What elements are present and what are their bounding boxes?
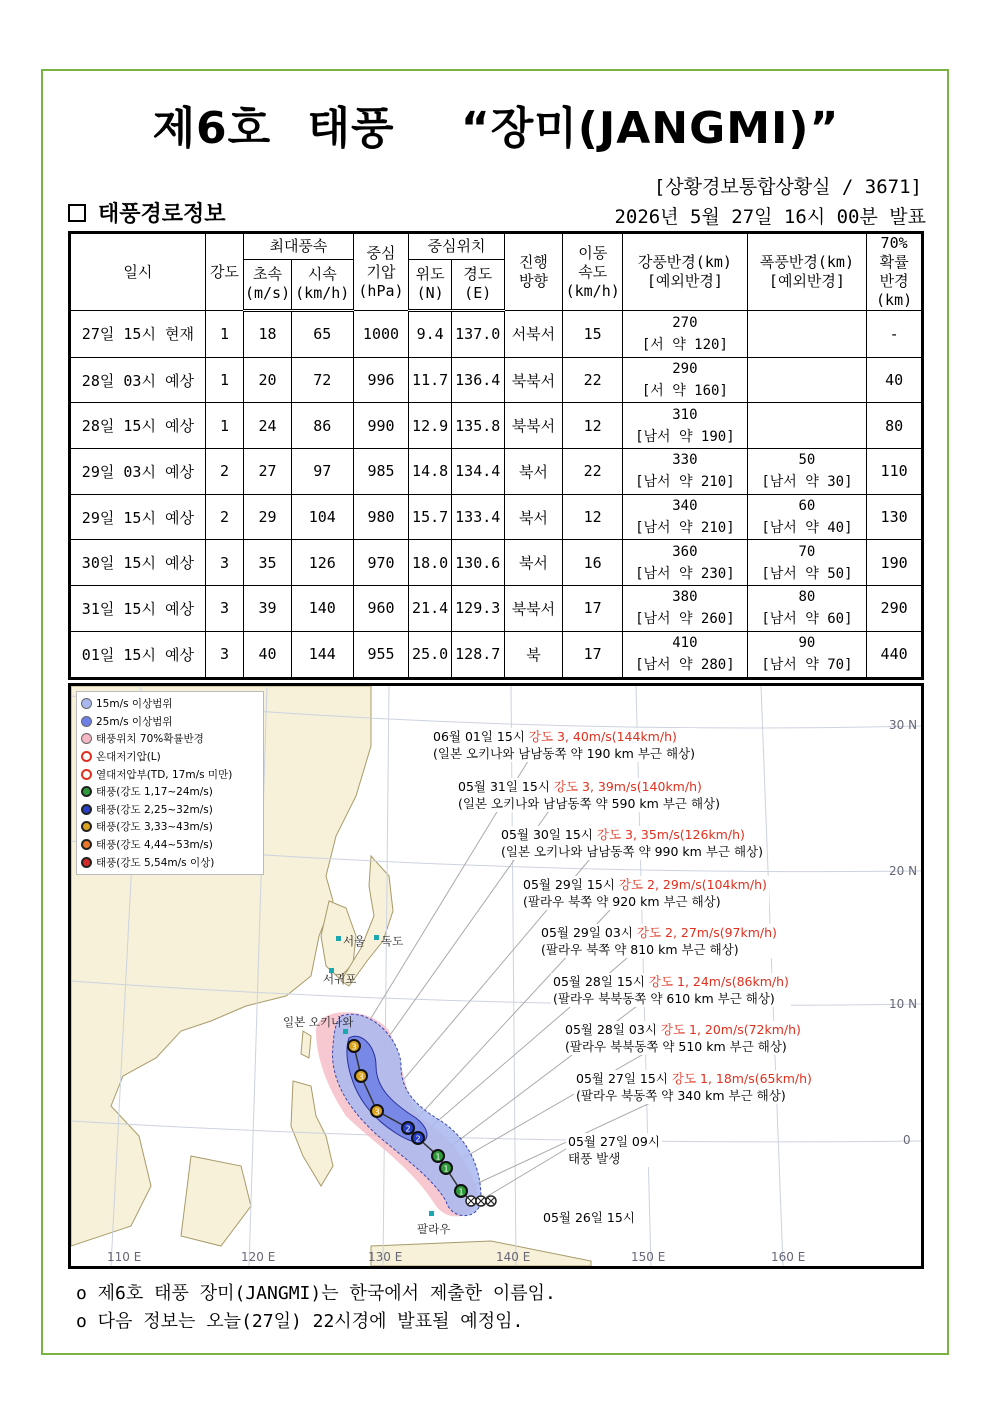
- circle-pink-icon: [81, 733, 92, 744]
- typhoon-name: “장미(JANGMI)”: [460, 103, 840, 154]
- cell-hpa: 980: [353, 494, 409, 540]
- cell-time: 29일 15시 예상: [70, 494, 206, 540]
- annotation-location: (팔라우 북북동쪽 약 510 km 부근 해상): [563, 1038, 803, 1055]
- lon-label-130: 130 E: [368, 1250, 403, 1264]
- cell-hpa: 985: [353, 449, 409, 495]
- typhoon-orange-icon: [81, 839, 92, 850]
- track-annotation: [456, 778, 722, 812]
- cell-lat: 25.0: [409, 631, 452, 678]
- storm-value: 90: [798, 635, 816, 652]
- cell-intensity: 3: [205, 540, 243, 586]
- cell-storm-radius: [747, 357, 867, 403]
- track-annotation: [521, 876, 769, 910]
- col-time: 일시: [70, 233, 206, 311]
- table-row: [70, 311, 923, 358]
- svg-text:1: 1: [435, 1152, 441, 1162]
- typhoon-marker-icon: [371, 1105, 383, 1117]
- col-storm-radius: 폭풍반경(km) [예외반경]: [747, 233, 867, 311]
- cell-kmh: 140: [291, 586, 353, 632]
- storm-exception: [남서 약 30]: [761, 474, 853, 491]
- cell-lat: 11.7: [409, 357, 452, 403]
- cell-dir: 북서: [504, 494, 563, 540]
- palau-marker: [429, 1211, 434, 1216]
- cell-gale-radius: [623, 540, 748, 586]
- annotation-time: 05월 28일 03시: [565, 1022, 661, 1037]
- cell-dir: 북북서: [504, 586, 563, 632]
- typhoon-green-icon: [81, 786, 92, 797]
- cell-speed: 17: [563, 631, 623, 678]
- label-dokdo: 독도: [381, 934, 404, 948]
- cell-lat: 15.7: [409, 494, 452, 540]
- cell-time: 28일 03시 예상: [70, 357, 206, 403]
- gale-exception: [남서 약 210]: [635, 520, 735, 537]
- col-speed: 이동 속도 (km/h): [563, 233, 623, 311]
- cell-hpa: 955: [353, 631, 409, 678]
- cell-kmh: 72: [291, 357, 353, 403]
- cell-storm-radius: [747, 540, 867, 586]
- gale-exception: [남서 약 260]: [635, 611, 735, 628]
- storm-exception: [748, 380, 867, 402]
- cell-speed: 22: [563, 357, 623, 403]
- cell-dir: 북: [504, 631, 563, 678]
- col-gale-radius: 강풍반경(km) [예외반경]: [623, 233, 748, 311]
- cell-intensity: 2: [205, 449, 243, 495]
- col-wind-ms: 초속 (m/s): [244, 259, 292, 310]
- formation-annotation: 05월 27일 09시 태풍 발생: [568, 1134, 660, 1166]
- cell-probability: 290: [867, 586, 923, 632]
- annotation-location: (팔라우 북쪽 약 920 km 부근 해상): [521, 893, 769, 910]
- typhoon-marker-icon: [412, 1132, 424, 1144]
- gale-exception: [남서 약 230]: [635, 565, 735, 582]
- taiwan-island: [301, 1031, 311, 1058]
- annotation-intensity: 강도 1, 18m/s(65km/h): [671, 1071, 812, 1086]
- cell-storm-radius: [747, 494, 867, 540]
- cell-ms: 40: [244, 631, 292, 678]
- cell-dir: 북서: [504, 540, 563, 586]
- cell-time: 27일 15시 현재: [70, 311, 206, 358]
- col-lon: 경도 (E): [451, 259, 504, 310]
- cell-ms: 35: [244, 540, 292, 586]
- annotation-location: (팔라우 북북동쪽 약 610 km 부근 해상): [551, 990, 791, 1007]
- cell-lon: 134.4: [451, 449, 504, 495]
- storm-exception: [남서 약 70]: [761, 657, 853, 674]
- table-row: [70, 631, 923, 678]
- lon-label-160: 160 E: [771, 1250, 806, 1264]
- col-pressure: 중심 기압 (hPa): [353, 233, 409, 311]
- cell-hpa: 970: [353, 540, 409, 586]
- col-probability: 70% 확률 반경 (km): [867, 233, 923, 311]
- legend-label: 15m/s 이상범위: [96, 698, 173, 711]
- cell-lon: 129.3: [451, 586, 504, 632]
- note-name-origin: o 제6호 태풍 장미(JANGMI)는 한국에서 제출한 이름임.: [76, 1283, 556, 1304]
- legend-item: [81, 695, 259, 713]
- forecast-table: [68, 231, 924, 680]
- table-row: [70, 403, 923, 449]
- annotation-location: (일본 오키나와 남남동쪽 약 990 km 부근 해상): [501, 844, 763, 859]
- lon-label-110: 110 E: [107, 1250, 142, 1264]
- col-lat: 위도 (N): [409, 259, 452, 310]
- gale-value: 290: [672, 361, 698, 378]
- annotation-location: (팔라우 북쪽 약 810 km 부근 해상): [539, 941, 779, 958]
- lon-label-120: 120 E: [241, 1250, 276, 1264]
- legend-item: [81, 765, 259, 783]
- track-annotation: [431, 728, 697, 762]
- storm-exception: [748, 334, 867, 356]
- cell-lat: 12.9: [409, 403, 452, 449]
- cell-ms: 39: [244, 586, 292, 632]
- dokdo-marker: [374, 935, 379, 940]
- typhoon-kind: 태풍: [307, 103, 395, 154]
- table-row: [70, 540, 923, 586]
- cell-storm-radius: [747, 449, 867, 495]
- annotation-intensity: 강도 1, 24m/s(86km/h): [648, 974, 789, 989]
- section-heading: [68, 197, 226, 228]
- col-direction: 진행 방향: [504, 233, 563, 311]
- cell-time: 29일 03시 예상: [70, 449, 206, 495]
- cell-probability: -: [867, 311, 923, 358]
- cell-lon: 135.8: [451, 403, 504, 449]
- col-max-wind: 최대풍속: [244, 233, 353, 260]
- track-map: [68, 683, 924, 1269]
- gale-exception: [남서 약 210]: [635, 474, 735, 491]
- gale-value: 340: [672, 498, 698, 515]
- lat-label-10: 10 N: [889, 997, 918, 1011]
- legend-item: [81, 801, 259, 819]
- seoul-marker: [336, 936, 341, 941]
- cell-hpa: 960: [353, 586, 409, 632]
- cell-lat: 18.0: [409, 540, 452, 586]
- table-header-row: [70, 233, 923, 260]
- cell-intensity: 1: [205, 403, 243, 449]
- legend-item: [81, 748, 259, 766]
- cell-hpa: 1000: [353, 311, 409, 358]
- annotation-location: (일본 오키나와 남남동쪽 약 190 km 부근 해상): [433, 746, 695, 761]
- svg-text:3: 3: [351, 1042, 357, 1052]
- col-intensity: 강도: [205, 233, 243, 311]
- legend-item: [81, 783, 259, 801]
- gale-value: 360: [672, 543, 698, 560]
- gale-value: 410: [672, 635, 698, 652]
- label-seogwipo: 서귀포: [323, 972, 357, 986]
- cell-kmh: 126: [291, 540, 353, 586]
- typhoon-yellow-icon: [81, 821, 92, 832]
- gale-value: 270: [672, 314, 698, 331]
- storm-value: 50: [798, 452, 816, 469]
- annotation-intensity: 강도 3, 40m/s(144km/h): [528, 729, 677, 744]
- storm-value: 70: [798, 543, 816, 560]
- legend-label: 태풍(강도 4,44~53m/s): [96, 839, 213, 852]
- track-annotation: [539, 924, 779, 958]
- cell-ms: 27: [244, 449, 292, 495]
- storm-exception: [남서 약 50]: [761, 565, 853, 582]
- tropical-depression-marker-icon: [476, 1196, 486, 1206]
- annotation-intensity: 강도 1, 20m/s(72km/h): [660, 1022, 801, 1037]
- cell-kmh: 144: [291, 631, 353, 678]
- track-annotation: [574, 1070, 814, 1104]
- circle-lightblue-icon: [81, 698, 92, 709]
- cell-time: 31일 15시 예상: [70, 586, 206, 632]
- cell-ms: 29: [244, 494, 292, 540]
- storm-value: 60: [798, 498, 816, 515]
- legend-label: 태풍(강도 3,33~43m/s): [96, 821, 213, 834]
- cell-gale-radius: [623, 449, 748, 495]
- cell-intensity: 1: [205, 357, 243, 403]
- cell-storm-radius: [747, 311, 867, 358]
- cell-gale-radius: [623, 357, 748, 403]
- circle-blue-icon: [81, 716, 92, 727]
- cell-lon: 137.0: [451, 311, 504, 358]
- svg-text:1: 1: [443, 1164, 449, 1174]
- cell-intensity: 1: [205, 311, 243, 358]
- lat-label-0: 0: [903, 1133, 911, 1147]
- typhoon-marker-icon: [402, 1122, 414, 1134]
- extratropical-low-icon: [81, 751, 92, 762]
- lon-label-140: 140 E: [496, 1250, 531, 1264]
- table-row: [70, 357, 923, 403]
- office-label: [상황경보통합상황실 / 3671]: [653, 176, 922, 198]
- annotation-time: 05월 29일 03시: [541, 925, 637, 940]
- cell-kmh: 104: [291, 494, 353, 540]
- typhoon-marker-icon: [355, 1070, 367, 1082]
- gale-exception: [남서 약 190]: [635, 428, 735, 445]
- legend-label: 열대저압부(TD, 17m/s 미만): [96, 768, 233, 781]
- cell-speed: 22: [563, 449, 623, 495]
- storm-value: [748, 358, 867, 380]
- legend-item: [81, 836, 259, 854]
- annotation-intensity: 강도 3, 39m/s(140km/h): [553, 779, 702, 794]
- storm-value: [748, 404, 867, 426]
- gale-exception: [남서 약 280]: [635, 657, 735, 674]
- section-title: 태풍경로정보: [98, 202, 226, 227]
- checkbox-icon: [68, 204, 86, 222]
- svg-text:2: 2: [405, 1124, 411, 1134]
- gale-value: 330: [672, 452, 698, 469]
- cell-storm-radius: [747, 586, 867, 632]
- legend-label: 태풍(강도 5,54m/s 이상): [96, 856, 215, 869]
- cell-dir: 북서: [504, 449, 563, 495]
- col-center: 중심위치: [409, 233, 504, 260]
- cell-speed: 15: [563, 311, 623, 358]
- start-annotation: 05월 26일 15시: [543, 1210, 635, 1225]
- cell-speed: 12: [563, 494, 623, 540]
- table-row: [70, 449, 923, 495]
- lat-label-30: 30 N: [889, 718, 918, 732]
- legend-label: 태풍위치 70%확률반경: [96, 733, 204, 746]
- typhoon-marker-icon: [432, 1150, 444, 1162]
- cell-intensity: 3: [205, 586, 243, 632]
- map-legend: [76, 691, 264, 875]
- cell-lon: 130.6: [451, 540, 504, 586]
- cell-gale-radius: [623, 494, 748, 540]
- legend-label: 태풍(강도 1,17~24m/s): [96, 786, 213, 799]
- gale-exception: [서 약 120]: [641, 336, 728, 353]
- svg-text:3: 3: [374, 1107, 380, 1117]
- typhoon-blue-icon: [81, 804, 92, 815]
- table-row: [70, 586, 923, 632]
- cell-dir: 북북서: [504, 357, 563, 403]
- label-okinawa: 일본 오키나와: [283, 1015, 354, 1029]
- typhoon-marker-icon: [348, 1040, 360, 1052]
- gale-value: 310: [672, 406, 698, 423]
- legend-item: [81, 853, 259, 871]
- cell-time: 28일 15시 예상: [70, 403, 206, 449]
- cell-lon: 136.4: [451, 357, 504, 403]
- table-row: [70, 494, 923, 540]
- cell-kmh: 97: [291, 449, 353, 495]
- svg-text:1: 1: [458, 1187, 464, 1197]
- cell-dir: 북북서: [504, 403, 563, 449]
- cell-hpa: 990: [353, 403, 409, 449]
- cell-probability: 80: [867, 403, 923, 449]
- cell-speed: 16: [563, 540, 623, 586]
- annotation-time: 06월 01일 15시: [433, 729, 529, 744]
- issued-time: 2026년 5월 27일 16시 00분 발표: [614, 206, 926, 228]
- annotation-intensity: 강도 2, 27m/s(97km/h): [636, 925, 777, 940]
- cell-intensity: 3: [205, 631, 243, 678]
- col-wind-kmh: 시속 (km/h): [291, 259, 353, 310]
- typhoon-red-icon: [81, 857, 92, 868]
- cell-ms: 24: [244, 403, 292, 449]
- cell-lon: 133.4: [451, 494, 504, 540]
- gale-exception: [서 약 160]: [641, 383, 728, 400]
- typhoon-number: 제6호: [152, 103, 272, 154]
- typhoon-marker-icon: [455, 1185, 467, 1197]
- svg-text:2: 2: [415, 1134, 421, 1144]
- track-annotation: [563, 1021, 803, 1055]
- cell-intensity: 2: [205, 494, 243, 540]
- cell-lat: 9.4: [409, 311, 452, 358]
- cell-storm-radius: [747, 403, 867, 449]
- cell-time: 01일 15시 예상: [70, 631, 206, 678]
- storm-value: [748, 312, 867, 334]
- cell-lat: 21.4: [409, 586, 452, 632]
- legend-item: [81, 818, 259, 836]
- annotation-time: 05월 30일 15시: [501, 827, 597, 842]
- cell-probability: 40: [867, 357, 923, 403]
- annotation-time: 05월 28일 15시: [553, 974, 649, 989]
- cell-gale-radius: [623, 631, 748, 678]
- cell-time: 30일 15시 예상: [70, 540, 206, 586]
- cell-gale-radius: [623, 311, 748, 358]
- storm-value: 80: [798, 589, 816, 606]
- annotation-time: 05월 31일 15시: [458, 779, 554, 794]
- cell-storm-radius: [747, 631, 867, 678]
- annotation-time: 05월 29일 15시: [523, 877, 619, 892]
- label-seoul: 서울: [343, 934, 366, 948]
- svg-text:3: 3: [358, 1072, 364, 1082]
- footnotes: [76, 1280, 556, 1336]
- cell-ms: 18: [244, 311, 292, 358]
- note-next-issue: o 다음 정보는 오늘(27일) 22시경에 발표될 예정임.: [76, 1311, 524, 1332]
- cell-gale-radius: [623, 403, 748, 449]
- lon-label-150: 150 E: [631, 1250, 666, 1264]
- annotation-intensity: 강도 3, 35m/s(126km/h): [596, 827, 745, 842]
- cell-lon: 128.7: [451, 631, 504, 678]
- cell-kmh: 65: [291, 311, 353, 358]
- track-annotation: [551, 973, 791, 1007]
- annotation-location: (팔라우 북동쪽 약 340 km 부근 해상): [574, 1087, 814, 1104]
- legend-label: 25m/s 이상범위: [96, 715, 173, 728]
- cell-gale-radius: [623, 586, 748, 632]
- cell-probability: 110: [867, 449, 923, 495]
- tropical-depression-marker-icon: [466, 1196, 476, 1206]
- legend-item: [81, 730, 259, 748]
- tropical-depression-icon: [81, 769, 92, 780]
- annotation-location: (일본 오키나와 남남동쪽 약 590 km 부근 해상): [458, 796, 720, 811]
- cell-speed: 12: [563, 403, 623, 449]
- label-palau: 팔라우: [417, 1222, 451, 1236]
- legend-label: 태풍(강도 2,25~32m/s): [96, 803, 213, 816]
- annotation-intensity: 강도 2, 29m/s(104km/h): [618, 877, 767, 892]
- tropical-depression-marker-icon: [486, 1196, 496, 1206]
- cell-hpa: 996: [353, 357, 409, 403]
- legend-item: [81, 713, 259, 731]
- storm-exception: [748, 426, 867, 448]
- gale-value: 380: [672, 589, 698, 606]
- storm-exception: [남서 약 40]: [761, 520, 853, 537]
- cell-probability: 130: [867, 494, 923, 540]
- lat-label-20: 20 N: [889, 864, 918, 878]
- cell-kmh: 86: [291, 403, 353, 449]
- cell-speed: 17: [563, 586, 623, 632]
- cell-lat: 14.8: [409, 449, 452, 495]
- table-body: [70, 311, 923, 679]
- page-title: [0, 92, 992, 156]
- cell-ms: 20: [244, 357, 292, 403]
- cell-probability: 190: [867, 540, 923, 586]
- legend-label: 온대저기압(L): [96, 751, 161, 764]
- track-annotation: [499, 826, 765, 860]
- storm-exception: [남서 약 60]: [761, 611, 853, 628]
- cell-dir: 서북서: [504, 311, 563, 358]
- cell-probability: 440: [867, 631, 923, 678]
- annotation-time: 05월 27일 15시: [576, 1071, 672, 1086]
- typhoon-marker-icon: [440, 1162, 452, 1174]
